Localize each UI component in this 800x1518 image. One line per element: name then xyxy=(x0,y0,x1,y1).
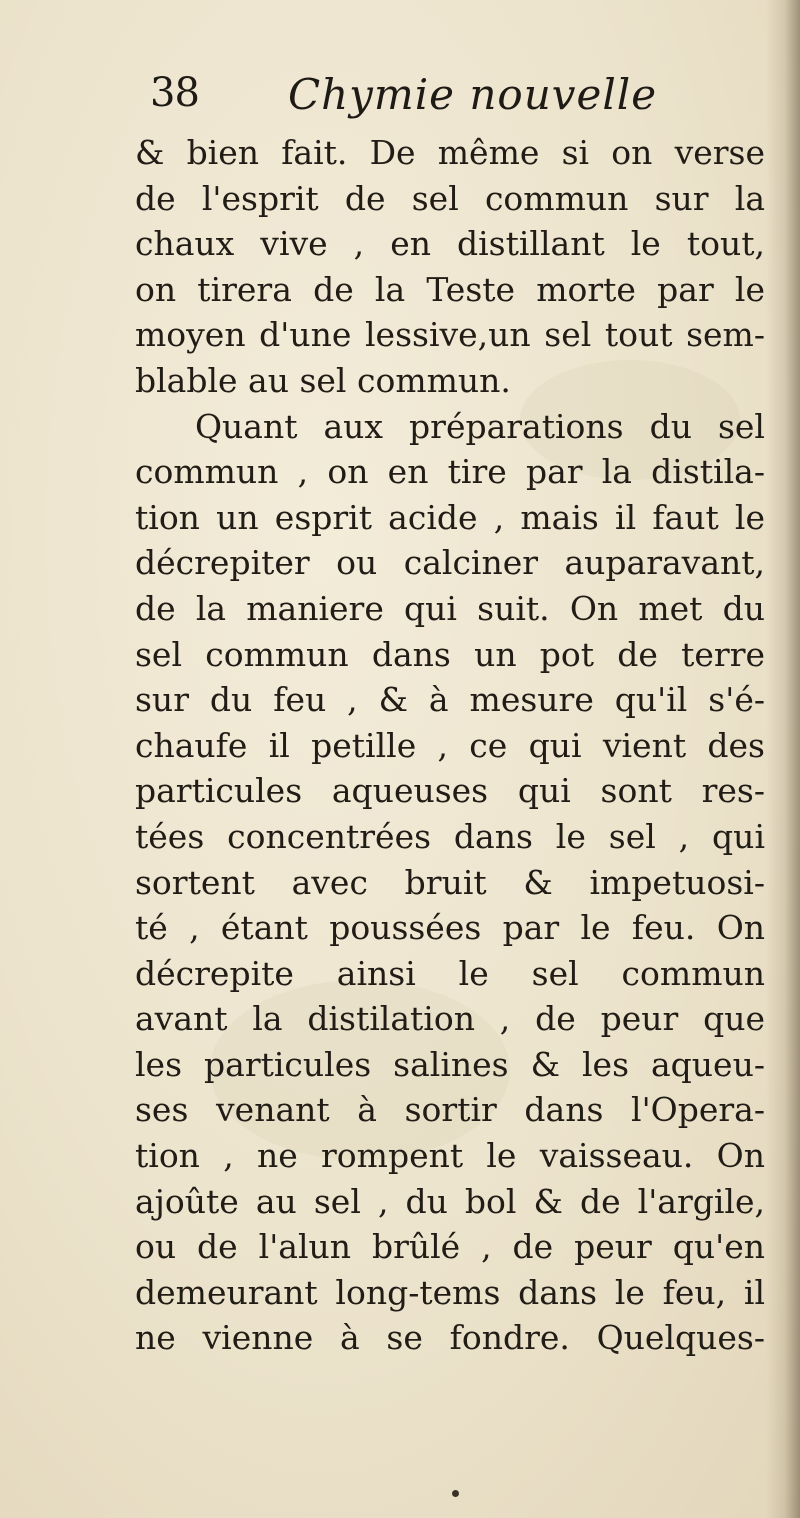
text-line: sel commun dans un pot de terre xyxy=(135,634,765,674)
running-head xyxy=(150,70,770,130)
text-line: blable au sel commun. xyxy=(135,360,511,400)
text-line: chaux vive , en distillant le tout, xyxy=(135,224,765,264)
text-line: tion un esprit acide , mais il faut le xyxy=(135,497,765,537)
text-line: tion , ne rompent le vaisseau. On xyxy=(135,1136,765,1176)
running-title: Chymie nouvelle xyxy=(288,70,658,119)
page-gutter-shadow xyxy=(766,0,800,1518)
text-line: ajoûte au sel , du bol & de l'argile, xyxy=(135,1181,765,1221)
text-line: particules aqueuses qui sont res- xyxy=(135,771,765,811)
text-line: ou de l'alun brûlé , de peur qu'en xyxy=(135,1227,765,1267)
text-line: Quant aux préparations du sel xyxy=(195,406,765,446)
page-number: 38 xyxy=(150,70,199,116)
text-line: sortent avec bruit & impetuosi- xyxy=(135,862,765,902)
text-line: té , étant poussées par le feu. On xyxy=(135,908,765,948)
text-line: moyen d'une lessive,un sel tout sem- xyxy=(135,315,765,355)
text-line: ne vienne à se fondre. Quelques- xyxy=(135,1318,765,1358)
text-line: demeurant long-tems dans le feu, il xyxy=(135,1272,765,1312)
body-text xyxy=(135,130,765,1361)
text-line: avant la distilation , de peur que xyxy=(135,999,765,1039)
text-line: décrepiter ou calciner auparavant, xyxy=(135,543,765,583)
text-line: sur du feu , & à mesure qu'il s'é- xyxy=(135,680,765,720)
ink-dot xyxy=(452,1490,459,1497)
text-line: de la maniere qui suit. On met du xyxy=(135,588,765,628)
text-line: on tirera de la Teste morte par le xyxy=(135,269,765,309)
text-line: les particules salines & les aqueu- xyxy=(135,1044,765,1084)
text-line: de l'esprit de sel commun sur la xyxy=(135,178,765,218)
text-line: chaufe il petille , ce qui vient des xyxy=(135,725,765,765)
text-line: & bien fait. De même si on verse xyxy=(135,133,765,172)
text-line: ses venant à sortir dans l'Opera- xyxy=(135,1090,765,1130)
text-line: tées concentrées dans le sel , qui xyxy=(135,816,765,856)
text-line: décrepite ainsi le sel commun xyxy=(135,953,765,993)
text-line: commun , on en tire par la distila- xyxy=(135,452,765,492)
